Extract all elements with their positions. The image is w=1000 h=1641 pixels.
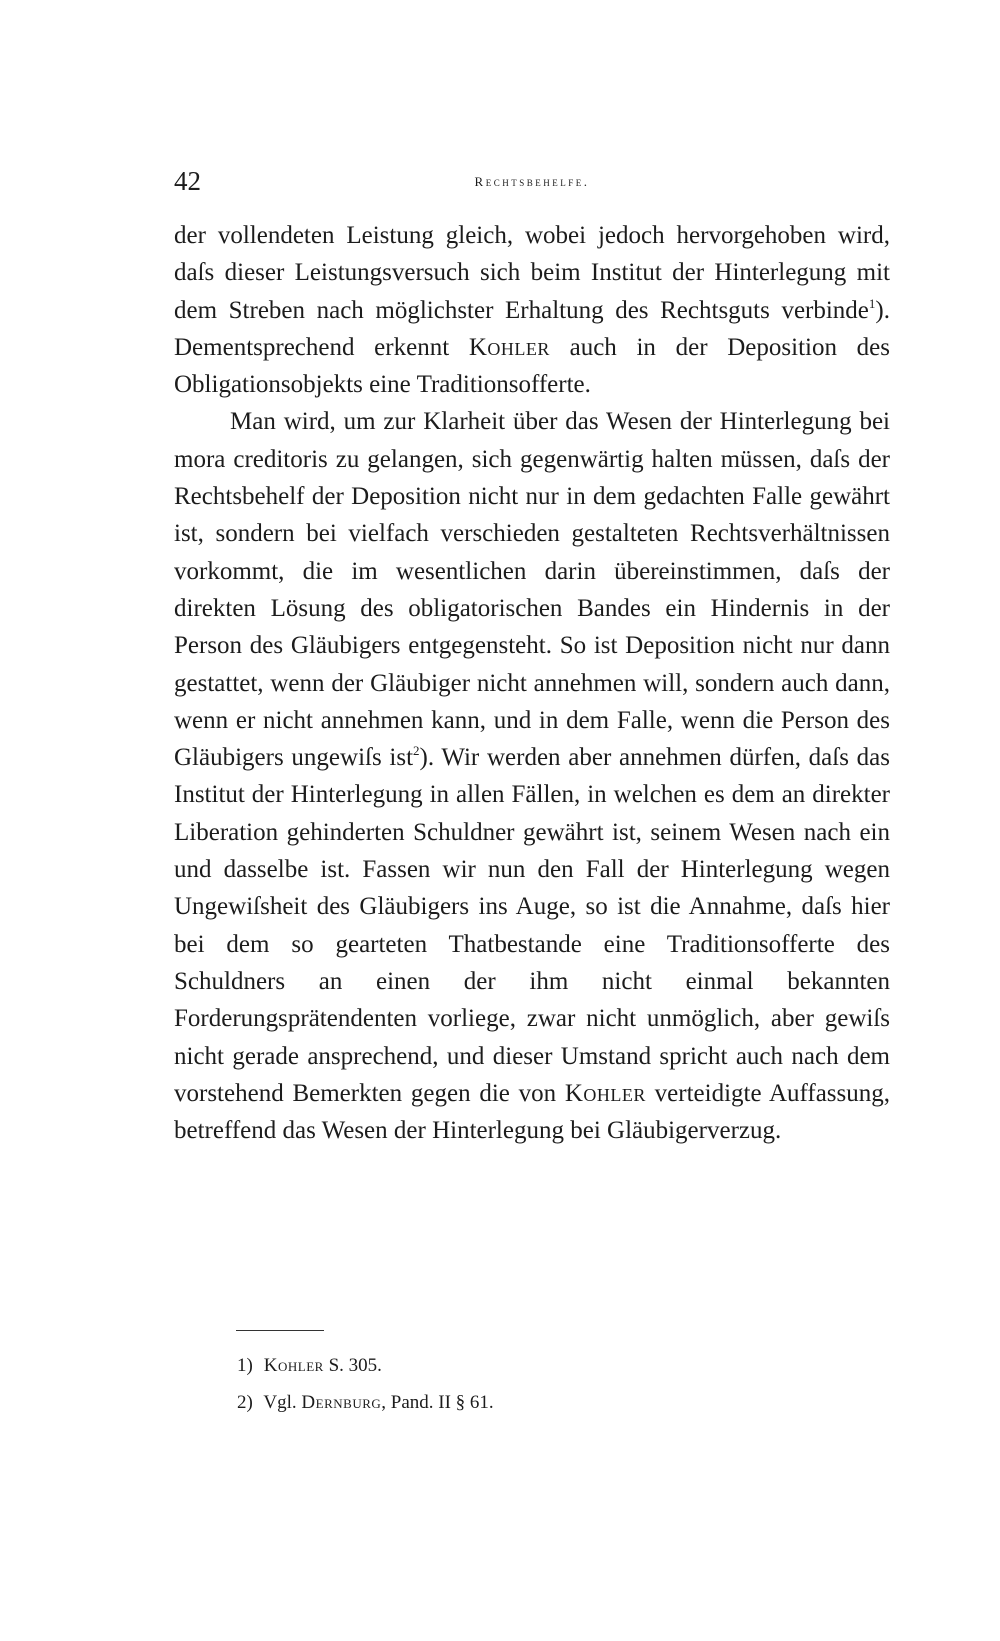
footnotes	[237, 1347, 837, 1421]
footnote-number: 2)	[237, 1392, 253, 1413]
paragraph-1	[174, 217, 890, 403]
page-number: 42	[174, 166, 201, 196]
author-name-kohler: Kohler	[468, 333, 550, 361]
paragraph-1-text-a: der vollendeten Leistung gleich, wobei jedoch hervorgehoben wird, daſs dieser Leistungsversuch sich beim Institut der Hinterlegung mit dem Streben nach möglichster Erhaltung des Rechtsguts verbinde	[174, 222, 890, 324]
paragraph-2-text-c: verteidigte Auffassung, betreffend das Wesen der Hinterlegung bei Gläubigerverzug.	[174, 1079, 890, 1145]
paragraph-2	[174, 403, 890, 1149]
footnote-ref-1: 1	[868, 295, 876, 311]
author-name-kohler: Kohler	[564, 1079, 646, 1107]
footnote-author: Kohler	[263, 1355, 324, 1376]
body-text	[174, 217, 890, 1149]
footnote-author: Dernburg	[301, 1392, 382, 1413]
footnote-text: S. 305.	[323, 1355, 382, 1376]
footnote-1	[237, 1347, 837, 1384]
paragraph-2-text-b: ). Wir werden aber annehmen dürfen, daſs das Institut der Hinterlegung in allen Fällen, in welchen es dem an direkter Liberation gehinderten Schuldner gewährt ist, seinem Wesen nach ein und dasselbe ist. Fassen wir nun den Fall der Hinterlegung wegen Ungewiſsheit des Gläubigers ins Auge, so ist die Annahme, daſs hier bei dem so gearteten Thatbestande eine Traditionsofferte des Schuldners an einen der ihm nicht einmal bekannten Forderungsprätendenten vorliege, zwar nicht unmöglich, aber gewiſs nicht gerade ansprechend, und dieser Umstand spricht auch nach dem vorstehend Bemerkten gegen die von	[174, 744, 890, 1107]
paragraph-1-text-c: auch in der Deposition des Obligationsobjekts eine Traditionsofferte.	[174, 333, 890, 399]
paragraph-1-text-b: ). Dementsprechend erkennt	[174, 296, 890, 361]
footnote-2	[237, 1384, 837, 1421]
running-head	[174, 164, 890, 198]
footnote-prefix: Vgl.	[263, 1392, 302, 1413]
paragraph-2-text-a: Man wird, um zur Klarheit über das Wesen der Hinterlegung bei mora creditoris zu gelangen, sich gegenwärtig halten müssen, daſs der Rechtsbehelf der Deposition nicht nur in dem gedachten Falle gewährt ist, sondern bei vielfach verschieden gestalteten Rechtsverhältnissen vorkommt, die im wesentlichen darin übereinstimmen, daſs der direkten Lösung des obligatorischen Bandes ein Hindernis in der Person des Gläubigers entgegensteht. So ist Deposition nicht nur dann gestattet, wenn der Gläubiger nicht annehmen will, sondern auch dann, wenn er nicht annehmen kann, und in dem Falle, wenn die Person des Gläubigers ungewiſs ist	[174, 408, 890, 772]
footnote-divider	[236, 1330, 324, 1331]
footnote-number: 1)	[237, 1355, 253, 1376]
footnote-ref-2: 2	[413, 743, 420, 759]
running-title: Rechtsbehelfe.	[474, 174, 590, 189]
footnote-text: , Pand. II § 61.	[381, 1392, 494, 1413]
